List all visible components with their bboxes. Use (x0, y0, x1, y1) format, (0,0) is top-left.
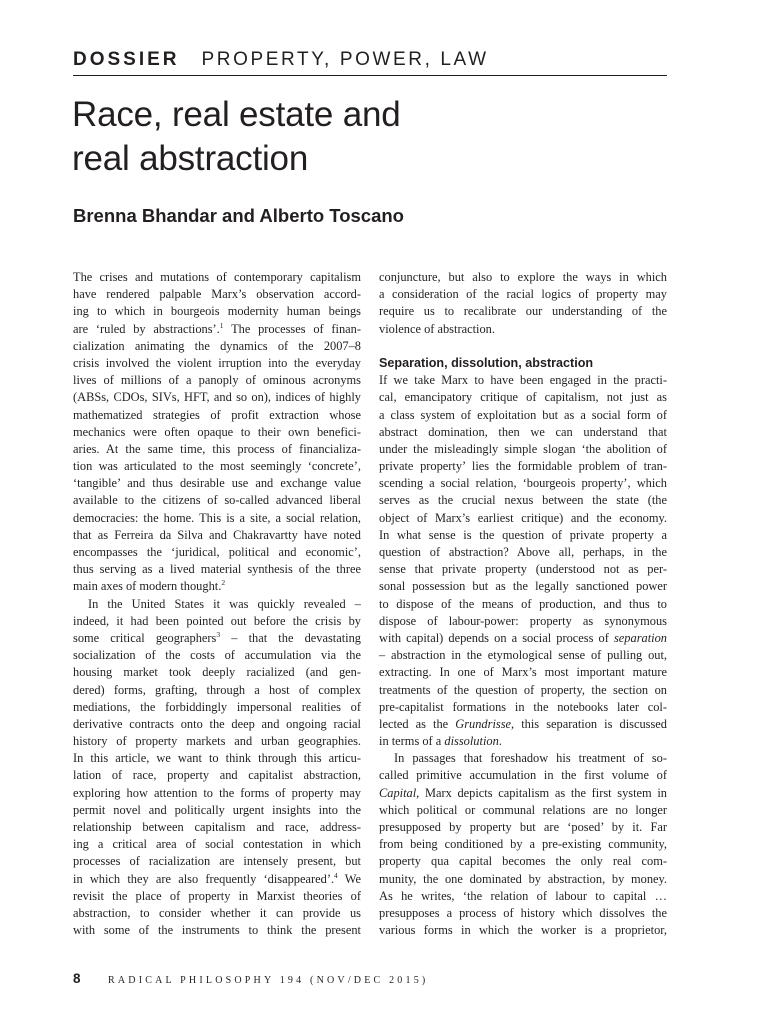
text-line: cal, emancipatory critique of capitalism, not just as (379, 390, 667, 405)
text-line: abstract domination, then we can understand that (379, 424, 667, 439)
section-theme: PROPERTY, POWER, LAW (201, 49, 489, 70)
text-line: which political or communal relations are no longer (379, 802, 667, 817)
text-line: property qua capital becomes the only real com- (379, 854, 667, 869)
text-line: In passages that foreshadow his treatment of so- (394, 751, 667, 766)
text-line: socialization of the costs of accumulation via the (73, 648, 361, 663)
text-span: this separation is discussed (521, 716, 668, 731)
section-subheading: Separation, dissolution, abstraction (379, 355, 594, 370)
text-line (73, 578, 361, 595)
text-line: scending a social relation, ‘bourgeois property’, which (379, 476, 667, 491)
text-line: called primitive accumulation in the first volume of (379, 768, 667, 783)
text-line: exploring how attention to the forms of property may (73, 785, 361, 800)
text-line: thus serving as a lived material synthesis of the three (73, 562, 361, 577)
text-span: some critical geographers (73, 630, 217, 645)
text-line: ‘tangible’ and thus desirable use and exchange value (73, 476, 361, 491)
text-line: serves as the crucial nexus between the state (the (379, 493, 667, 508)
section-header (73, 48, 667, 72)
journal-running-title: RADICAL PHILOSOPHY 194 (NOV/DEC 2015) (108, 975, 429, 986)
text-line: violence of abstraction. (379, 321, 495, 336)
text-line: dispose of labour-power: property as synonymous (379, 613, 667, 628)
italic-term: separation (613, 630, 667, 645)
footnote-ref: 4 (334, 870, 338, 880)
left-column (73, 269, 361, 939)
text-line: a class system of exploitation but as a social form of (379, 407, 667, 422)
text-line: object of Marx’s earliest critique) and the economy. (379, 510, 667, 525)
text-line: cialization animating the dynamics of the 2007–8 (73, 338, 361, 353)
header-rule (73, 75, 667, 76)
text-line: tion was articulated to the most seemingly ‘concrete’, (73, 459, 361, 474)
text-line: sense that private property (understood not as per- (379, 562, 667, 577)
text-span: The processes of finan- (231, 321, 361, 336)
text-line: munity, the one dominated by abstraction, by money. (379, 871, 667, 886)
text-line: mechanics were often opaque to their own benefici- (73, 424, 361, 439)
text-line: In the United States it was quickly revealed – (88, 596, 361, 611)
text-line: history of property markets and urban geographies. (73, 734, 361, 749)
text-line: lives of millions of a panoply of ominous acronyms (73, 373, 361, 388)
text-span: We (344, 871, 361, 886)
text-line: (ABSs, CDOs, SIVs, HFT, and so on), indices of highly (73, 390, 361, 405)
text-line: permit novel and politically urgent insights into the (73, 802, 361, 817)
text-line: The crises and mutations of contemporary capitalism (73, 270, 361, 284)
text-line: ing to which in bourgeois modernity human beings (73, 304, 361, 319)
text-line: have rendered palpable Marx’s observation accord- (73, 287, 361, 302)
text-line: presupposed by property but are ‘posed’ by it. Far (379, 820, 667, 834)
text-line: that as Ferreira da Silva and Chakravartty have noted (73, 527, 361, 542)
text-line (379, 785, 667, 802)
text-line: pre-capitalist formations in the notebooks later col- (379, 699, 667, 714)
text-line: dered) forms, grafting, through a host of complex (73, 682, 361, 697)
page-number: 8 (73, 971, 81, 986)
text-line (379, 716, 667, 733)
text-span: – that the devastating (231, 630, 362, 645)
text-line: mediations, the forbiddingly impersonal realities of (73, 699, 361, 714)
text-span: Marx depicts capitalism as the first system in (424, 785, 667, 800)
text-span: . (498, 734, 502, 749)
text-line: with some of the instruments to think the present (73, 923, 361, 938)
text-line: housing market took deeply racialized (and gen- (73, 665, 361, 680)
text-line: processes of racialization are intensely present, but (73, 854, 361, 869)
paragraph-gap (379, 338, 667, 355)
text-line: ing a critical area of social contestation in which (73, 837, 361, 852)
article-authors: Brenna Bhandar and Alberto Toscano (73, 205, 404, 226)
text-line: available to the citizens of so-called advanced liberal (73, 493, 361, 508)
text-line (379, 630, 667, 647)
text-line (73, 630, 361, 647)
title-line: real abstraction (72, 139, 309, 178)
text-line: crisis involved the violent irruption into the everyday (73, 355, 361, 370)
text-line: In what sense is the question of private property a (379, 527, 667, 542)
text-line: question of abstraction? Above all, perhaps, in the (379, 545, 667, 559)
page-footer (73, 970, 428, 988)
text-line: aries. At the same time, this process of financializa- (73, 441, 361, 456)
text-line: – abstraction in the etymological sense of pulling out, (379, 648, 667, 663)
title-line: Race, real estate and (72, 95, 401, 134)
text-line: conjuncture, but also to explore the ways in which (379, 270, 667, 284)
text-line: encompasses the ‘juridical, political and economic’, (73, 545, 361, 559)
text-line: treatments of the question of property, the section on (379, 682, 667, 697)
text-line: require us to recalibrate our understanding of the (379, 304, 667, 319)
text-line: relationship between capitalism and race, address- (73, 820, 361, 834)
text-line: indeed, it had been pointed out before the crisis by (73, 613, 361, 628)
right-column (379, 269, 667, 939)
text-span: in which they are also frequently ‘disappeared’. (73, 871, 335, 886)
text-line: under the misleadingly simple slogan ‘the abolition of (379, 441, 667, 456)
text-span: lected as the (379, 716, 449, 731)
section-label: DOSSIER (73, 49, 180, 70)
text-line: As he writes, ‘the relation of labour to capital … (379, 888, 667, 903)
text-line: to dispose of the means of production, and thus to (379, 596, 667, 611)
text-line: abstraction, to consider whether it can provide us (73, 905, 361, 920)
text-line: mathematized strategies of profit extraction whose (73, 407, 361, 422)
text-line (379, 733, 667, 750)
text-line: extracting. In one of Marx’s most important mature (379, 665, 667, 680)
italic-term: Capital, (379, 785, 420, 800)
text-line: various forms in which the worker is a proprietor, (379, 923, 667, 938)
footnote-ref: 1 (219, 320, 224, 330)
footnote-ref: 2 (221, 578, 226, 588)
footnote-ref: 3 (216, 629, 221, 639)
text-line: a consideration of the racial logics of property may (379, 287, 667, 302)
text-line (73, 871, 361, 888)
text-line: derivative contracts onto the deep and ongoing racial (73, 716, 361, 731)
text-span: main axes of modern thought. (73, 579, 222, 594)
italic-term: dissolution (444, 734, 499, 749)
text-line: revisit the place of property in Marxist theories of (73, 888, 361, 903)
text-line: private property’ lies the formidable problem of tran- (379, 459, 667, 474)
text-line: democracies: the home. This is a site, a social relation, (73, 510, 361, 525)
text-line: If we take Marx to have been engaged in the practi- (379, 373, 667, 388)
text-line: presupposes a process of history which dissolves the (379, 905, 667, 920)
text-line (73, 321, 361, 338)
italic-term: Grundrisse, (455, 716, 515, 731)
text-span: in terms of a (379, 734, 442, 749)
text-span: with capital) depends on a social process of (379, 630, 609, 645)
text-line: lation of race, property and capitalist abstraction, (73, 768, 361, 783)
text-line: In this article, we want to think through this articu- (73, 751, 361, 766)
article-title (72, 93, 572, 181)
text-line: sonal possession but as the legally sanctioned power (379, 579, 667, 594)
text-span: are ‘ruled by abstractions’. (73, 321, 220, 336)
text-line: from being conditioned by a pre-existing community, (379, 837, 667, 852)
